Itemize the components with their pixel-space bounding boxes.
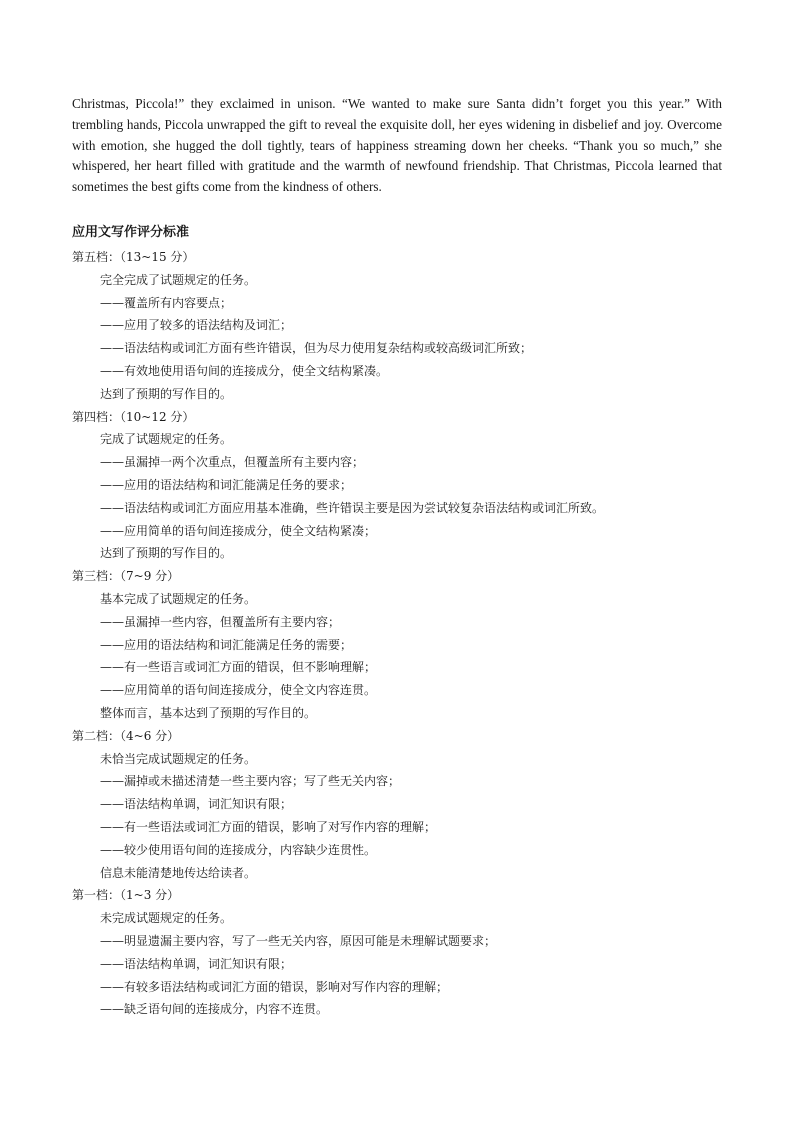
- band-line: ——明显遗漏主要内容，写了一些无关内容，原因可能是未理解试题要求；: [100, 933, 497, 948]
- band-line: ——应用了较多的语法结构及词汇；: [100, 318, 293, 333]
- band-heading: 第三档：（7~9 分）: [72, 569, 180, 584]
- band-line: ——有较多语法结构或词汇方面的错误，影响对写作内容的理解；: [100, 979, 449, 994]
- band-line: 未恰当完成试题规定的任务。: [100, 751, 257, 766]
- band-3: [72, 565, 732, 725]
- scoring-rubric: [72, 222, 732, 1021]
- band-line: 未完成试题规定的任务。: [100, 911, 233, 926]
- band-line: ——语法结构单调，词汇知识有限；: [100, 956, 293, 971]
- band-4: [72, 406, 732, 566]
- band-line: ——语法结构单调，词汇知识有限；: [100, 797, 293, 812]
- band-line: 达到了预期的写作目的。: [100, 386, 233, 401]
- rubric-title: 应用文写作评分标准: [72, 225, 190, 240]
- band-heading: 第四档：（10~12 分）: [72, 409, 195, 424]
- band-line: ——较少使用语句间的连接成分，内容缺少连贯性。: [100, 842, 377, 857]
- band-2: [72, 725, 732, 885]
- band-line: 基本完成了试题规定的任务。: [100, 591, 257, 606]
- band-line: ——虽漏掉一两个次重点，但覆盖所有主要内容；: [100, 455, 365, 470]
- band-line: ——缺乏语句间的连接成分，内容不连贯。: [100, 1002, 329, 1017]
- band-line: ——语法结构或词汇方面应用基本准确，些许错误主要是因为尝试较复杂语法结构或词汇所致。: [100, 500, 605, 515]
- band-5: [72, 246, 732, 406]
- band-line: ——应用简单的语句间连接成分，使全文结构紧凑；: [100, 523, 377, 538]
- band-line: ——覆盖所有内容要点；: [100, 295, 233, 310]
- band-line: ——有一些语言或词汇方面的错误，但不影响理解；: [100, 660, 377, 675]
- band-line: ——漏掉或未描述清楚一些主要内容；写了些无关内容；: [100, 774, 401, 789]
- band-line: 完成了试题规定的任务。: [100, 432, 233, 447]
- story-paragraph: Christmas, Piccola!” they exclaimed in unison. “We wanted to make sure Santa didn’t forget you this year.” With trembling hands, Piccola unwrapped the gift to reveal the exquisite doll, her eyes widening in disbelief and joy. Overcome with emotion, she hugged the doll tightly, tears of happiness streaming down her cheeks. “Thank you so much,” she whispered, her heart filled with gratitude and the warmth of newfound friendship. That Christmas, Piccola learned that sometimes the best gifts come from the kindness of others.: [72, 96, 722, 195]
- band-line: ——语法结构或词汇方面有些许错误，但为尽力使用复杂结构或较高级词汇所致；: [100, 341, 533, 356]
- band-line: ——有效地使用语句间的连接成分，使全文结构紧凑。: [100, 363, 389, 378]
- band-heading: 第五档：（13~15 分）: [72, 250, 195, 264]
- band-line: ——应用的语法结构和词汇能满足任务的要求；: [100, 477, 353, 492]
- band-line: ——应用的语法结构和词汇能满足任务的需要；: [100, 637, 353, 652]
- band-line: ——应用简单的语句间连接成分，使全文内容连贯。: [100, 683, 377, 698]
- band-heading: 第二档：（4~6 分）: [72, 728, 180, 743]
- band-line: 整体而言，基本达到了预期的写作目的。: [100, 705, 317, 720]
- band-line: ——有一些语法或词汇方面的错误，影响了对写作内容的理解；: [100, 819, 437, 834]
- band-line: 达到了预期的写作目的。: [100, 546, 233, 561]
- band-line: ——虽漏掉一些内容，但覆盖所有主要内容；: [100, 614, 341, 629]
- band-1: [72, 884, 732, 1021]
- band-line: 信息未能清楚地传达给读者。: [100, 865, 257, 880]
- band-heading: 第一档：（1~3 分）: [72, 888, 180, 903]
- band-line: 完全完成了试题规定的任务。: [100, 272, 257, 287]
